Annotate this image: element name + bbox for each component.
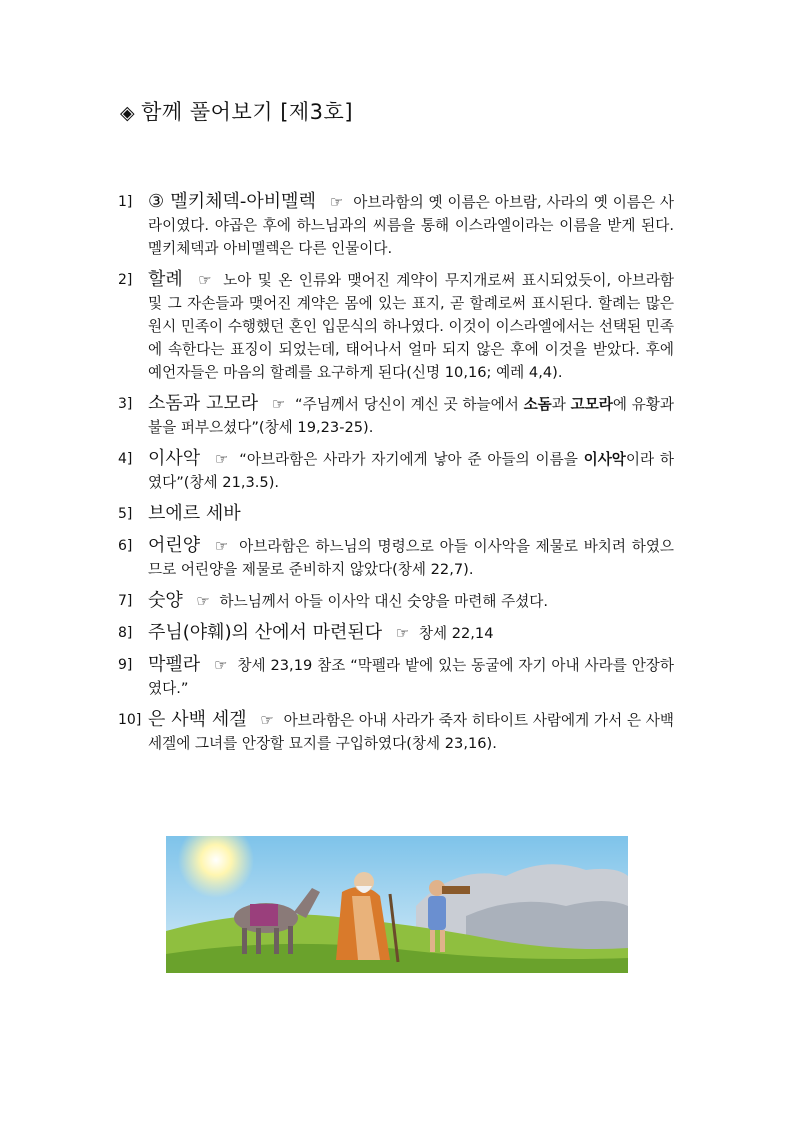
item-number: 6] bbox=[118, 538, 133, 554]
answer-text: 창세 23,19 참조 “막펠라 밭에 있는 동굴에 자기 아내 사라를 안장하였다.” bbox=[148, 657, 674, 697]
answer-text: 과 bbox=[551, 396, 571, 413]
pointing-hand-icon: ☞ bbox=[196, 592, 210, 610]
answer-text: 하느님께서 아들 이사악 대신 숫양을 마련해 주셨다. bbox=[219, 593, 549, 610]
pointing-hand-icon: ☞ bbox=[395, 624, 410, 642]
answer-text: 아브라함은 아내 사라가 죽자 히타이트 사람에게 가서 은 사백 세겔에 그녀를 안장할 묘지를 구입하였다(창세 23,16). bbox=[148, 712, 674, 752]
item-number: 8] bbox=[118, 625, 133, 641]
answer-item-4 bbox=[118, 447, 674, 494]
answer-text: 에 유황과 불을 퍼부으셨다”(창세 19,23-25). bbox=[148, 396, 674, 436]
answer-item-8 bbox=[118, 621, 674, 645]
answer-item-5 bbox=[118, 502, 674, 526]
item-number: 5] bbox=[118, 506, 133, 522]
bold-keyword: 소돔 bbox=[523, 396, 552, 413]
bold-keyword: 고모라 bbox=[570, 396, 613, 413]
item-number: 2] bbox=[118, 272, 133, 288]
answer-heading: 할례 bbox=[148, 269, 183, 290]
item-number: 4] bbox=[118, 451, 133, 467]
pointing-hand-icon: ☞ bbox=[329, 193, 344, 211]
pointing-hand-icon: ☞ bbox=[198, 271, 212, 289]
answer-item-1 bbox=[118, 190, 674, 260]
item-number: 1] bbox=[118, 194, 133, 210]
pointing-hand-icon: ☞ bbox=[215, 450, 229, 468]
answer-item-9 bbox=[118, 653, 674, 700]
answer-item-3 bbox=[118, 392, 674, 439]
item-number: 9] bbox=[118, 657, 133, 673]
item-number: 10] bbox=[118, 712, 142, 728]
pointing-hand-icon: ☞ bbox=[214, 537, 229, 555]
answer-heading: 숫양 bbox=[148, 590, 183, 611]
page-title-text: 함께 풀어보기 [제3호] bbox=[141, 100, 354, 124]
answer-text: 노아 및 온 인류와 맺어진 계약이 무지개로써 표시되었듯이, 아브라함 및 그 자손들과 맺어진 계약은 몸에 있는 표지, 곧 할례로써 표시된다. 할례는 많은 원시 민족이 수행했던 혼인 입문식의 하나였다. 이것이 이스라엘에서는 선택된 민족에 속한다는 표징이 되었는데, 태어나서 얼마 되지 않은 후에 이것을 받았다. 후에 예언자들은 마음의 할례를 요구하게 된다(신명 10,16; 예레 4,4). bbox=[148, 272, 674, 381]
answer-list bbox=[118, 190, 674, 763]
answer-item-10 bbox=[118, 708, 674, 755]
illustration-abraham-isaac bbox=[166, 836, 628, 973]
item-number: 7] bbox=[118, 593, 133, 609]
item-number: 3] bbox=[118, 396, 133, 412]
answer-heading: 은 사백 세겔 bbox=[148, 709, 247, 730]
answer-heading: 어린양 bbox=[148, 535, 201, 556]
pointing-hand-icon: ☞ bbox=[271, 395, 286, 413]
answer-text: 아브라함의 옛 이름은 아브람, 사라의 옛 이름은 사라이였다. 야곱은 후에 하느님과의 씨름을 통해 이스라엘이라는 이름을 받게 된다. 멜키체덱과 아비멜렉은 다른 인물이다. bbox=[148, 194, 674, 257]
answer-heading: 소돔과 고모라 bbox=[148, 393, 259, 414]
answer-heading: 이사악 bbox=[148, 448, 201, 469]
answer-item-2 bbox=[118, 268, 674, 384]
answer-item-6 bbox=[118, 534, 674, 581]
answer-text: 아브라함은 하느님의 명령으로 아들 이사악을 제물로 바치려 하였으므로 어린양을 제물로 준비하지 않았다(창세 22,7). bbox=[148, 538, 675, 578]
answer-item-7 bbox=[118, 589, 674, 613]
diamond-icon: ◈ bbox=[120, 102, 136, 124]
answer-heading: 브에르 세바 bbox=[148, 503, 241, 524]
pointing-hand-icon: ☞ bbox=[260, 711, 274, 729]
answer-heading: 주님(야훼)의 산에서 마련된다 bbox=[148, 622, 383, 643]
answer-heading: ③ 멜키체덱-아비멜렉 bbox=[148, 191, 316, 212]
answer-text: “아브라함은 사라가 자기에게 낳아 준 아들의 이름을 bbox=[239, 451, 584, 468]
pointing-hand-icon: ☞ bbox=[214, 656, 228, 674]
answer-heading: 막펠라 bbox=[148, 654, 201, 675]
answer-text: 창세 22,14 bbox=[418, 625, 494, 642]
bold-keyword: 이사악 bbox=[583, 451, 626, 468]
answer-text: “주님께서 당신이 계신 곳 하늘에서 bbox=[295, 396, 524, 413]
answer-text: 이라 하였다”(창세 21,3.5). bbox=[148, 451, 675, 491]
page-title bbox=[120, 96, 353, 126]
